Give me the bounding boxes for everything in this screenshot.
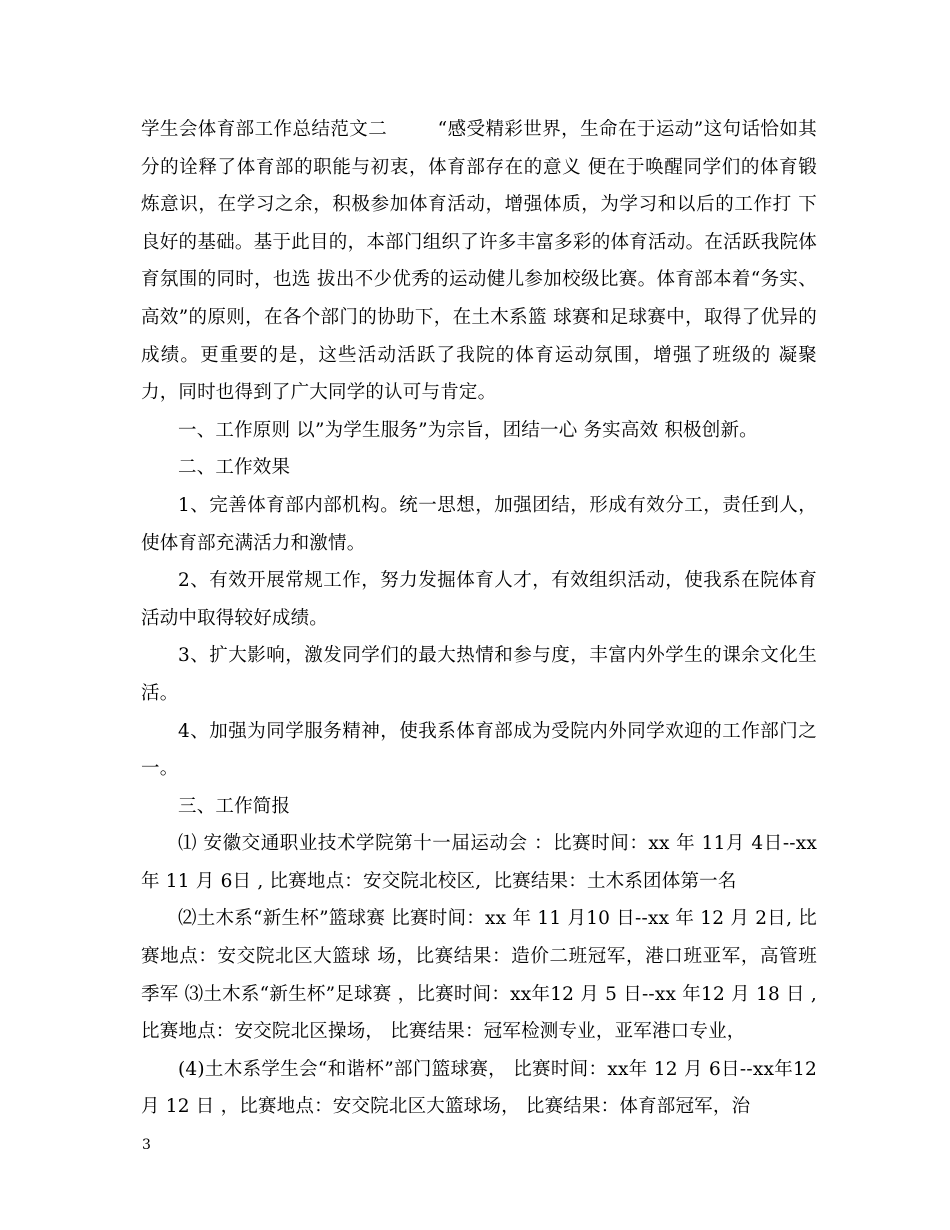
list-item-effect-3: 3、扩大影响，激发同学们的最大热情和参与度，丰富内外学生的课余文化生活。: [141, 645, 817, 704]
list-item-effect-1: 1、完善体育部内部机构。统一思想，加强团结，形成有效分工，责任到人，使体育部充满活力和激情。: [141, 494, 817, 554]
brief-item-basketball-football: ⑵土木系“新生杯”篮球赛 比赛时间：xx 年 11 月10 日--xx 年 12 月 2日, 比赛地点：安交院北区大篮球 场，比赛结果：造价二班冠军，港口班亚军，高管班季军 ⑶土木系“新生杯”足球赛 ，比赛时间：xx年12 月 5 日--xx 年12 月 18 日 ,比赛地点：安交院北区操场， 比赛结果：冠军检测专业，亚军港口专业，: [141, 908, 817, 1043]
brief-item-harmony-cup: (4)土木系学生会“和谐杯”部门篮球赛， 比赛时间：xx年 12 月 6日--xx年12 月 12 日 ，比赛地点：安交院北区大篮球场， 比赛结果：体育部冠军，治: [141, 1058, 824, 1118]
section-heading-work-brief: 三、工作简报: [178, 795, 291, 817]
brief-item-sports-meet: ⑴ 安徽交通职业技术学院第十一届运动会 ：比赛时间：xx 年 11月 4日--xx 年 11 月 6日 , 比赛地点：安交院北校区, 比赛结果：土木系团体第一名: [141, 833, 824, 892]
paragraph-intro: 学生会体育部工作总结范文二 “感受精彩世界，生命在于运动”这句话恰如其分的诠释了体育部的职能与初衷，体育部存在的意义 便在于唤醒同学们的体育锻炼意识，在学习之余，积极参加体育活动，增强体质，为学习和以后的工作打 下良好的基础。基于此目的，本部门组织了许多丰富多彩的体育活动。在活跃我院体育氛围的同时，也选 拔出不少优秀的运动健儿参加校级比赛。体育部本着“务实、高效”的原则，在各个部门的协助下，在土木系篮 球赛和足球赛中，取得了优异的成绩。更重要的是，这些活动活跃了我院的体育运动氛围，增强了班级的 凝聚力，同时也得到了广大同学的认可与肯定。: [141, 119, 817, 404]
document-body: [141, 111, 824, 1126]
paragraph-work-principle: 一、工作原则 以”为学生服务”为宗旨，团结一心 务实高效 积极创新。: [178, 419, 758, 441]
page-number: 3: [142, 1137, 151, 1153]
section-heading-work-effect: 二、工作效果: [178, 457, 291, 479]
list-item-effect-2: 2、有效开展常规工作，努力发掘体育人才，有效组织活动，使我系在院体育活动中取得较好成绩。: [141, 570, 817, 629]
list-item-effect-4: 4、加强为同学服务精神，使我系体育部成为受院内外同学欢迎的工作部门之一。: [141, 720, 817, 780]
